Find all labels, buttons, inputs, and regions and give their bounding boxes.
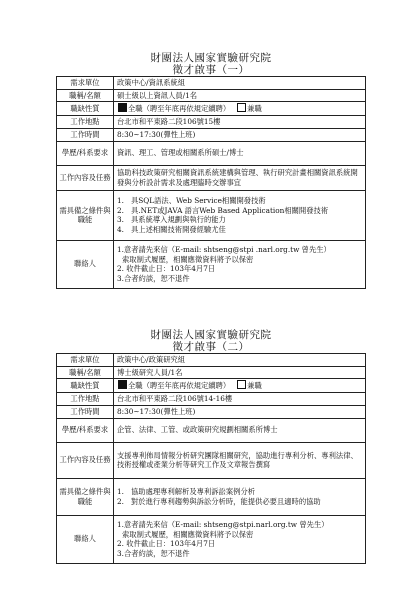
value-title: 碩士級以上資訊人員/1名 (114, 89, 366, 102)
label-requirements: 需具備之條件與職能 (57, 478, 114, 515)
row-education (57, 141, 366, 165)
job-posting-1 (56, 52, 366, 289)
job-table (56, 353, 366, 564)
row-hours (57, 128, 366, 141)
label-type: 職缺性質 (57, 379, 114, 393)
option-fulltime: 全職 (128, 381, 143, 391)
org-name: 財團法人國家實驗研究院 (150, 329, 272, 341)
label-location: 工作地點 (57, 392, 114, 405)
posting-subtitle: 徵才啟事（一） (172, 64, 250, 76)
label-requirements: 需具備之條件與職能 (57, 190, 114, 240)
list-item (117, 487, 362, 497)
option-parttime: 兼職 (247, 381, 262, 391)
checkbox-parttime-unchecked (237, 103, 246, 112)
option-parttime: 兼職 (247, 104, 262, 114)
option-fulltime: 全職 (128, 104, 143, 114)
list-text: 具系統導入規劃與執行的能力 (131, 215, 226, 225)
value-location: 台北市和平東路二段106號15樓 (114, 115, 366, 128)
value-contact (114, 240, 366, 288)
option-fulltime-note: （聘至年底再依規定續聘） (142, 381, 231, 391)
label-location: 工作地點 (57, 115, 114, 128)
list-number: 2. (117, 205, 124, 215)
org-name: 財團法人國家實驗研究院 (150, 52, 272, 64)
contact-line-3: 3.合者約談，恕不退件 (117, 273, 190, 283)
list-number: 3. (117, 215, 124, 225)
label-unit: 需求單位 (57, 77, 114, 90)
value-requirements (114, 190, 366, 240)
row-education (57, 418, 366, 442)
contact-line-1b: 索取制式履歷，相關應徵資料將予以保密 (122, 529, 254, 539)
list-item (117, 206, 362, 216)
contact-line-1: 1.意者請先來信（E-mail: shtseng@stpi .narl.org.tw 曾先生） (117, 245, 331, 255)
value-title: 博士級研究人員/1名 (114, 366, 366, 379)
list-text: 具上述相關技術開發經驗尤佳 (131, 224, 226, 234)
label-title: 職稱/名額 (57, 366, 114, 379)
value-type (114, 379, 366, 393)
row-requirements (57, 190, 366, 240)
list-number: 2. (117, 496, 124, 506)
job-table (56, 76, 366, 289)
value-requirements (114, 478, 366, 515)
requirements-list (117, 487, 362, 506)
label-education: 學歷/科系要求 (57, 418, 114, 442)
list-text: 具.NET或JAVA 語言Web Based Application相關開發技術 (131, 205, 329, 215)
contact-line-2: 2. 收件截止日：103年4月7日 (117, 539, 216, 549)
list-number: 1. (117, 487, 124, 497)
list-item (117, 225, 362, 235)
list-item (117, 196, 362, 206)
value-unit: 政策中心/政策研究組 (114, 354, 366, 367)
label-unit: 需求單位 (57, 354, 114, 367)
value-type (114, 102, 366, 116)
value-hours: 8:30~17:30(彈性上班) (114, 128, 366, 141)
checkbox-fulltime-checked (118, 103, 127, 112)
contact-line-1: 1.意者請先來信（E-mail: shtseng@stpi.narl.org.tw 曾先生） (117, 520, 329, 530)
value-unit: 政策中心/資訊系統組 (114, 77, 366, 90)
list-text: 具SQL語法、Web Service相關開發技術 (131, 196, 266, 206)
value-location: 台北市和平東路二段106號14-16樓 (114, 392, 366, 405)
row-contact (57, 240, 366, 288)
list-number: 4. (117, 224, 124, 234)
row-title (57, 89, 366, 102)
contact-line-1b: 索取制式履歷，相關應徵資料將予以保密 (122, 254, 254, 264)
row-requirements (57, 478, 366, 515)
row-location (57, 115, 366, 128)
row-location (57, 392, 366, 405)
checkbox-parttime-unchecked (237, 380, 246, 389)
label-education: 學歷/科系要求 (57, 141, 114, 165)
list-item (117, 215, 362, 225)
option-fulltime-note: （聘至年底再依規定續聘） (142, 104, 231, 114)
list-number: 1. (117, 196, 124, 206)
row-type (57, 102, 366, 116)
label-title: 職稱/名額 (57, 89, 114, 102)
posting-title (56, 52, 366, 76)
label-hours: 工作時間 (57, 405, 114, 418)
row-contact (57, 515, 366, 563)
row-type (57, 379, 366, 393)
list-text: 對於進行專利趨勢與訴訟分析時，能提供必要且適時的協助 (131, 496, 321, 506)
posting-title (56, 329, 366, 353)
label-contact: 聯絡人 (57, 240, 114, 288)
contact-line-3: 3.合者約談，恕不退件 (117, 548, 190, 558)
row-duties (57, 442, 366, 478)
label-duties: 工作內容及任務 (57, 165, 114, 190)
value-duties: 支援專利佈局情報分析研究團隊相關研究，協助進行專利分析、專利法律、技術授權或產業分析等研究工作及文章報告撰寫 (114, 442, 366, 478)
value-education: 資訊、理工、管理或相關系所碩士/博士 (114, 141, 366, 165)
row-duties (57, 165, 366, 190)
list-text: 協助處理專利解析及專利訴訟案例分析 (131, 487, 256, 497)
contact-line-2: 2. 收件截止日：103年4月7日 (117, 264, 216, 274)
label-duties: 工作內容及任務 (57, 442, 114, 478)
row-unit (57, 354, 366, 367)
requirements-list (117, 196, 362, 234)
label-hours: 工作時間 (57, 128, 114, 141)
value-duties: 協助科技政策研究相關資訊系統建構與管理、執行研究計畫相關資訊系統開發與分析設計需求及處理臨時交辦事宜 (114, 165, 366, 190)
row-title (57, 366, 366, 379)
job-posting-2 (56, 329, 366, 564)
label-contact: 聯絡人 (57, 515, 114, 563)
row-unit (57, 77, 366, 90)
value-hours: 8:30~17:30(彈性上班) (114, 405, 366, 418)
label-type: 職缺性質 (57, 102, 114, 116)
value-contact (114, 515, 366, 563)
list-item (117, 497, 362, 507)
checkbox-fulltime-checked (118, 380, 127, 389)
value-education: 企管、法律、工管、或政策研究規劃相關系所博士 (114, 418, 366, 442)
row-hours (57, 405, 366, 418)
posting-subtitle: 徵才啟事（二） (172, 341, 250, 353)
